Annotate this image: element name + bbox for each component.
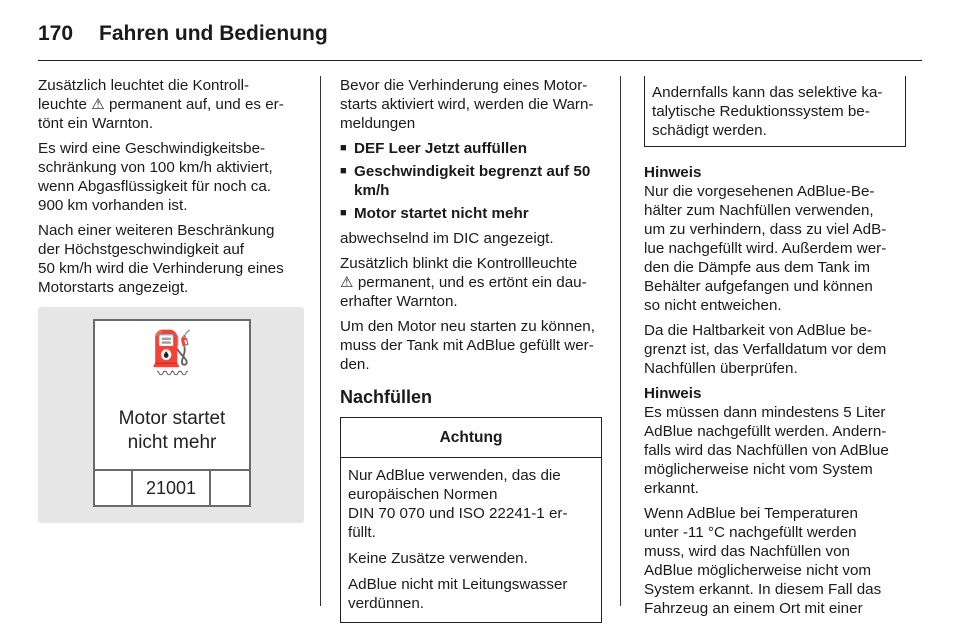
paragraph: Bevor die Verhinderung eines Motor- starts aktiviert wird, werden die Warn- meldungen xyxy=(340,77,594,132)
caution-title: Achtung xyxy=(341,418,601,458)
odometer-bar xyxy=(95,469,249,505)
column-left xyxy=(38,76,304,523)
wave-icon: 〰〰 xyxy=(156,366,187,383)
warning-message-list xyxy=(340,139,602,223)
paragraph: abwechselnd im DIC angezeigt. xyxy=(340,230,554,247)
display-message-line1: Motor startet xyxy=(118,408,226,429)
odometer-value: 21001 xyxy=(133,471,211,505)
paragraph: AdBlue nicht mit Leitungswasser verdünnen. xyxy=(348,576,568,612)
paragraph: Um den Motor neu starten zu können, muss der Tank mit AdBlue gefüllt wer- den. xyxy=(340,318,595,373)
note-title: Hinweis xyxy=(644,164,702,181)
list-item: ■ Geschwindigkeit begrenzt auf 50 km/h xyxy=(340,162,602,200)
paragraph: Da die Haltbarkeit von AdBlue be- grenzt ist, das Verfalldatum vor dem Nachfüllen überprüfen. xyxy=(644,322,887,377)
column-divider xyxy=(620,76,621,606)
column-divider xyxy=(320,76,321,606)
paragraph: Nur AdBlue verwenden, das die europäischen Normen DIN 70 070 und ISO 22241-1 er- füllt. xyxy=(348,467,568,541)
subheading: Nachfüllen xyxy=(340,387,433,407)
header-rule xyxy=(38,60,922,61)
paragraph: Zusätzlich leuchtet die Kontroll- leuchte ⚠ permanent auf, und es er- tönt ein Warnton. xyxy=(38,77,284,132)
caution-body xyxy=(341,458,601,622)
adblue-fill-icon: ⛽ xyxy=(150,330,194,368)
column-right xyxy=(644,76,906,624)
note: Hinweis Nur die vorgesehenen AdBlue-Be- hälter zum Nachfüllen verwenden, um zu verhindern, dass zu viel AdB- lue nachgefüllt wird. Außerdem wer- den die Dämpfe aus dem Tank im Behälter aufgefangen und können so nicht entweichen. xyxy=(644,164,887,314)
caution-box-continued: Andernfalls kann das selektive ka- talytische Reduktionssystem be- schädigt werden. xyxy=(644,76,906,147)
list-item: ■ DEF Leer Jetzt auffüllen xyxy=(340,139,602,158)
display-message-line2: nicht mehr xyxy=(127,432,217,453)
dic-display-panel xyxy=(93,319,251,507)
page-number: 170 xyxy=(38,22,74,45)
paragraph: Nach einer weiteren Beschränkung der Höchstgeschwindigkeit auf 50 km/h wird die Verhinderung eines Motorstarts angezeigt. xyxy=(38,222,284,296)
paragraph: Es wird eine Geschwindigkeitsbe- schränkung von 100 km/h aktiviert, wenn Abgasflüssigkeit für noch ca. 900 km vorhanden ist. xyxy=(38,140,273,214)
page-header xyxy=(38,16,328,52)
section-title: Fahren und Bedienung xyxy=(99,22,328,45)
dic-display-figure xyxy=(38,307,304,523)
paragraph: Keine Zusätze verwenden. xyxy=(348,550,528,567)
caution-box xyxy=(340,417,602,623)
paragraph: Wenn AdBlue bei Temperaturen unter -11 °C nachgefüllt werden muss, wird das Nachfüllen von AdBlue möglicherweise nicht vom System erkannt. In diesem Fall das Fahrzeug an einem Ort mit einer xyxy=(644,505,882,617)
note-title: Hinweis xyxy=(644,385,702,402)
column-middle xyxy=(340,76,602,623)
list-item: ■ Motor startet nicht mehr xyxy=(340,204,602,223)
note: Hinweis Es müssen dann mindestens 5 Liter AdBlue nachgefüllt werden. Andern- falls wird das Nachfüllen von AdBlue möglicherweise nicht vom System erkannt. xyxy=(644,385,889,497)
paragraph: Zusätzlich blinkt die Kontrollleuchte ⚠ permanent, und es ertönt ein dau- erhafter Warnton. xyxy=(340,255,587,310)
